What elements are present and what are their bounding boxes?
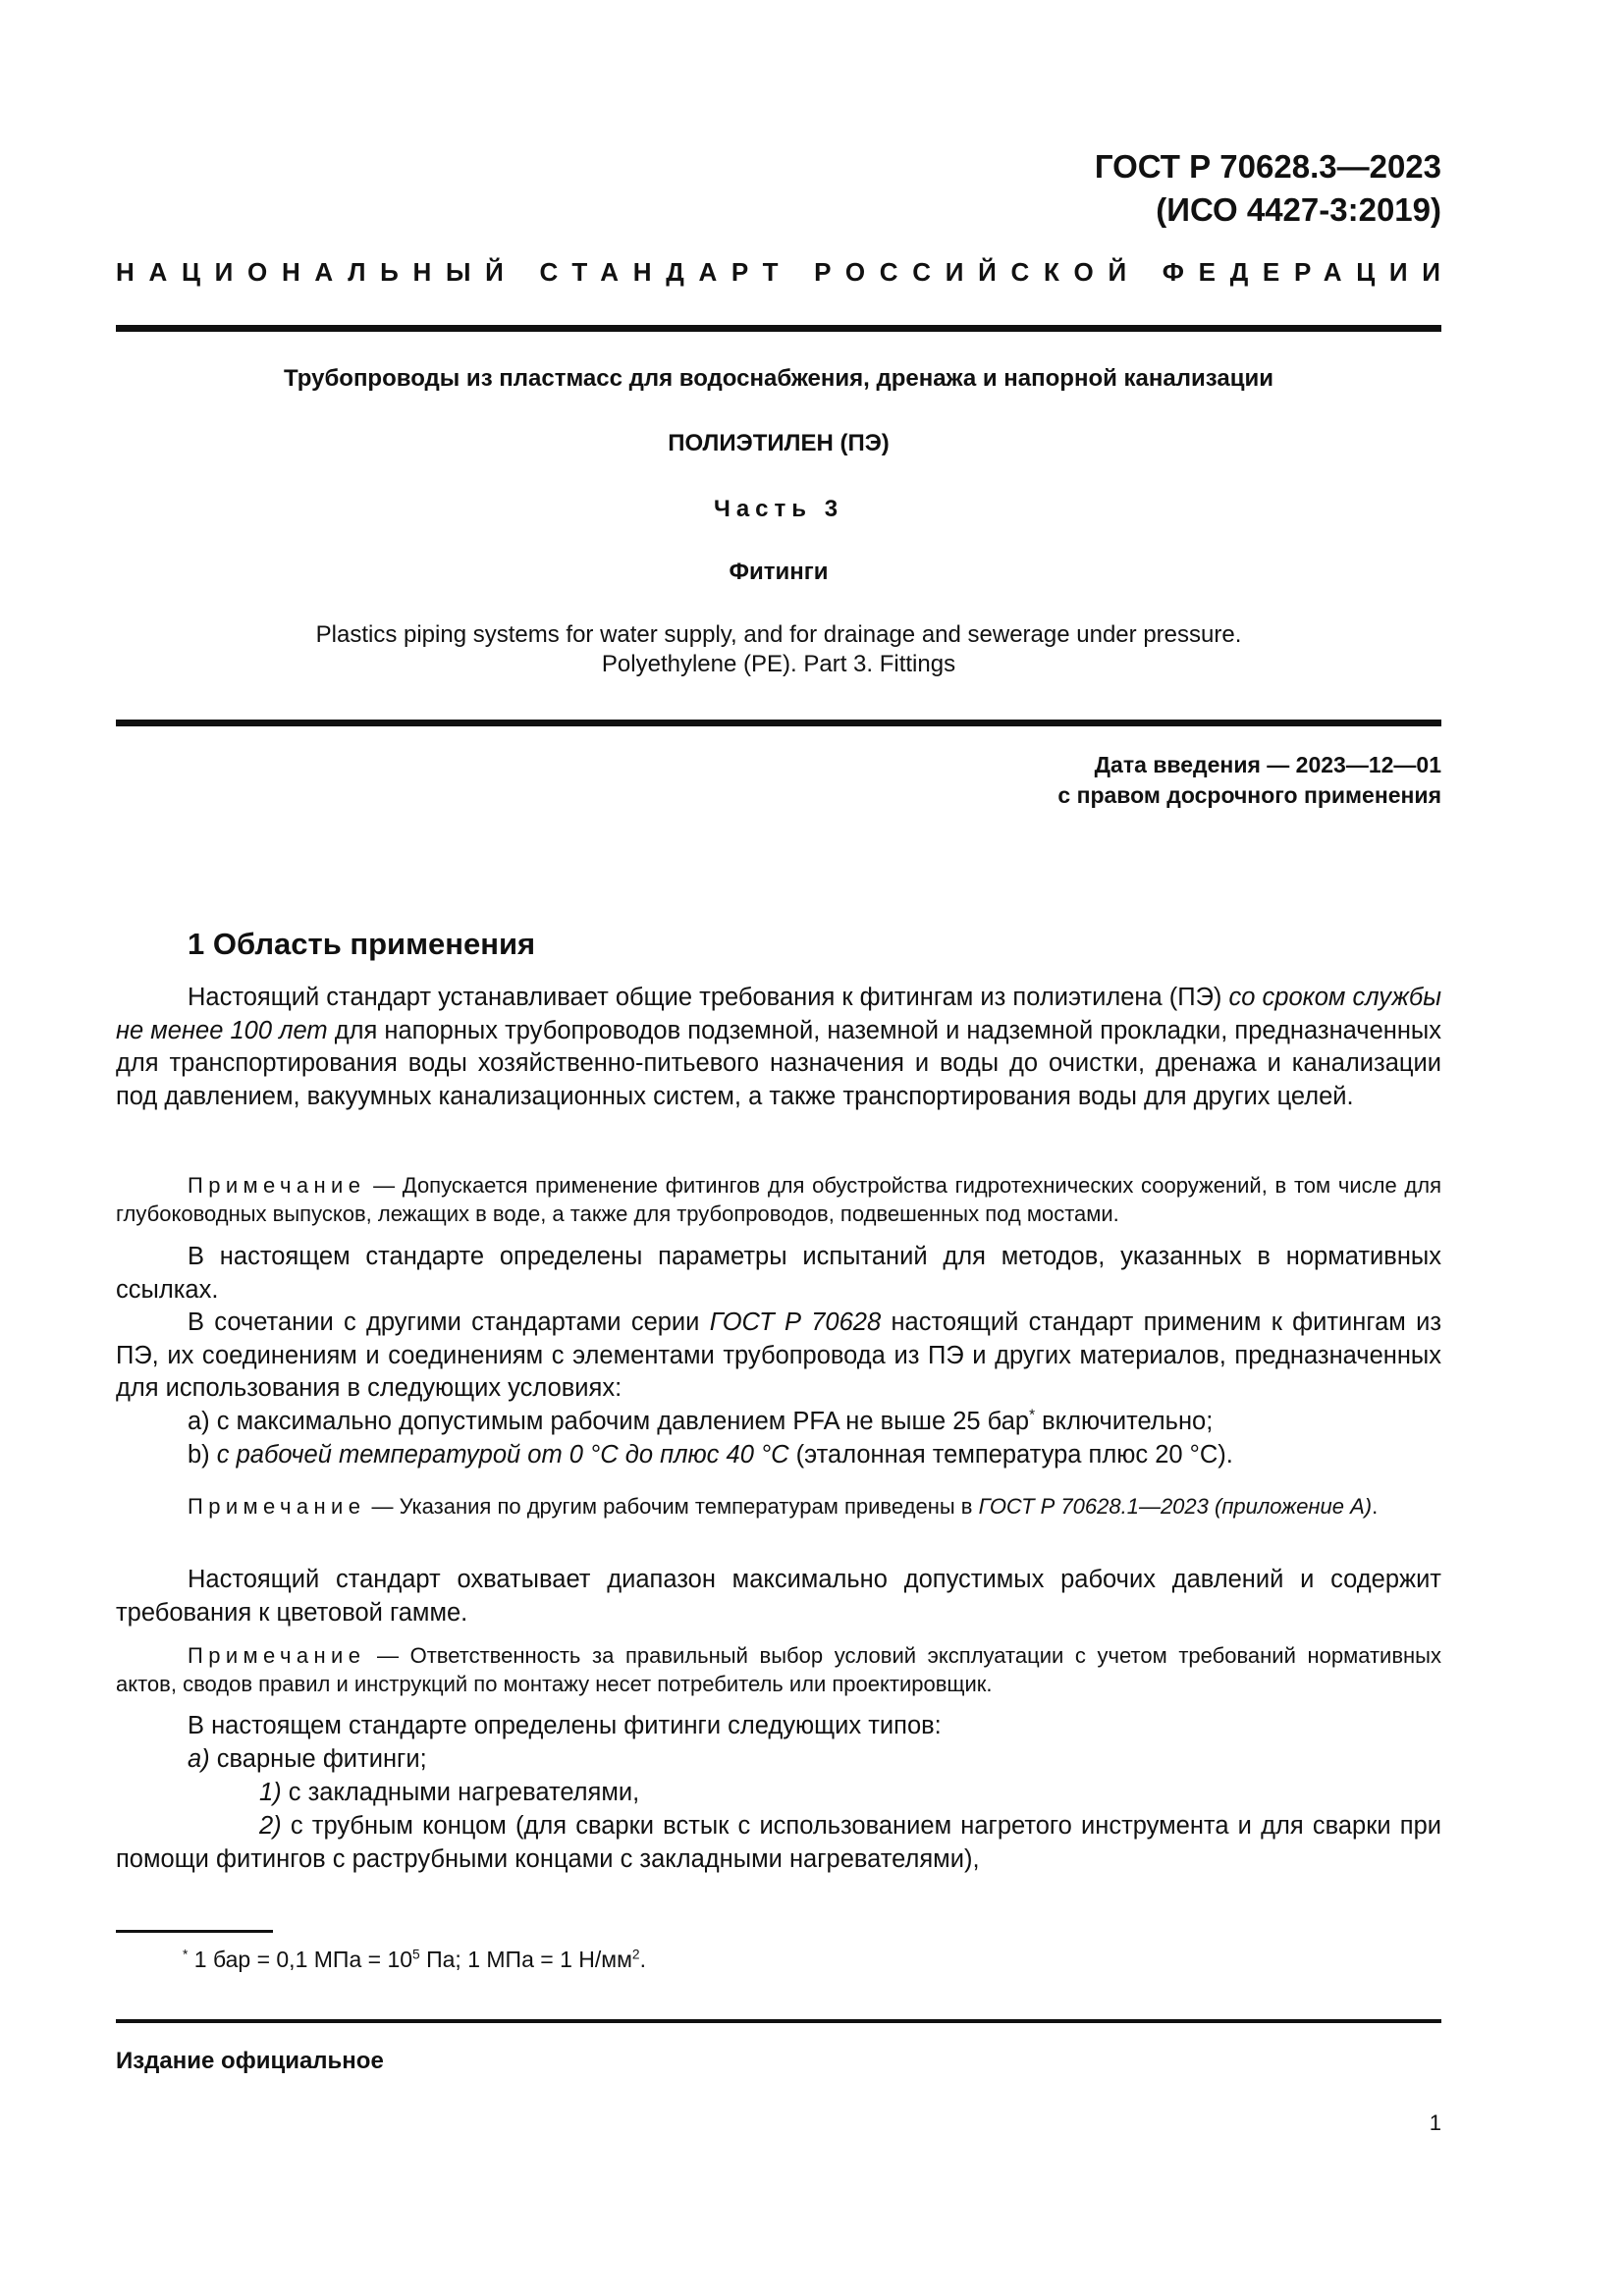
note-1: Примечание — Допускается применение фитингов для обустройства гидротехнических сооружений, в том числе для глубоководных выпусков, лежащих в воде, а также для трубопроводов, подвешенных под мостами. — [116, 1173, 1441, 1226]
standard-title: Трубопроводы из пластмасс для водоснабжения, дренажа и напорной канализации — [284, 365, 1273, 392]
official-edition: Издание официальное — [116, 2048, 384, 2074]
scope-paragraph-3: В сочетании с другими стандартами серии ГОСТ Р 70628 настоящий стандарт применим к фитингам из ПЭ, их соединениям и соединениям с элементами трубопровода из ПЭ и других материалов, предназначенных для использования в следующих условиях: — [116, 1308, 1442, 1402]
national-standard-heading: НАЦИОНАЛЬНЫЙ СТАНДАРТ РОССИЙСКОЙ ФЕДЕРАЦИИ — [116, 257, 1455, 287]
scope-paragraph-5: В настоящем стандарте определены фитинги следующих типов: — [188, 1712, 942, 1739]
scope-paragraph-2: В настоящем стандарте определены параметры испытаний для методов, указанных в нормативных ссылках. — [116, 1243, 1441, 1304]
condition-item-b: b) с рабочей температурой от 0 °C до плюс 40 °C (эталонная температура плюс 20 °C). — [188, 1441, 1233, 1468]
title-rule — [116, 720, 1441, 726]
document-number: ГОСТ Р 70628.3—2023 — [1094, 148, 1441, 185]
introduction-date-block — [1057, 750, 1441, 811]
english-title-line-1: Plastics piping systems for water supply, and for drainage and sewerage under pressure. — [315, 621, 1242, 648]
fitting-type-a: а) сварные фитинги; — [188, 1745, 427, 1773]
note-2: Примечание — Указания по другим рабочим температурам приведены в ГОСТ Р 70628.1—2023 (приложение А). — [188, 1494, 1379, 1519]
english-title-line-2: Polyethylene (PE). Part 3. Fittings — [601, 651, 956, 677]
condition-item-a: а) с максимально допустимым рабочим давлением PFA не выше 25 бар* включительно; — [188, 1407, 1214, 1435]
footnote-rule — [116, 1930, 273, 1933]
section-title: 1 Область применения — [188, 927, 536, 961]
document-number-block — [1095, 145, 1441, 232]
english-title — [116, 620, 1441, 679]
standard-part: Часть 3 — [713, 496, 844, 522]
standard-subtitle: ПОЛИЭТИЛЕН (ПЭ) — [668, 430, 890, 456]
fitting-type-a2: 2) с трубным концом (для сварки встык с использованием нагретого инструмента и для сварки при помощи фитингов с раструбными концами с закладными нагревателями), — [116, 1812, 1441, 1873]
standard-part-title: Фитинги — [729, 559, 829, 585]
introduction-date: Дата введения — 2023—12—01 — [1094, 752, 1441, 777]
scope-paragraph-4: Настоящий стандарт охватывает диапазон максимально допустимых рабочих давлений и содержит требования к цветовой гамме. — [116, 1566, 1441, 1627]
note-3: Примечание — Ответственность за правильный выбор условий эксплуатации с учетом требований нормативных актов, сводов правил и инструкций по монтажу несет потребитель или проектировщик. — [116, 1643, 1441, 1696]
fitting-type-a1: 1) с закладными нагревателями, — [259, 1779, 640, 1806]
footnote: * 1 бар = 0,1 МПа = $10^5$ Па; 1 МПа = 1 $Н/мм^2$. — [183, 1947, 646, 1972]
footer-rule — [116, 2019, 1441, 2023]
early-application: с правом досрочного применения — [1057, 782, 1441, 808]
header-rule — [116, 325, 1441, 332]
page-number: 1 — [1429, 2110, 1441, 2135]
scope-paragraph-1: Настоящий стандарт устанавливает общие требования к фитингам из полиэтилена (ПЭ) со сроком службы не менее 100 лет для напорных трубопроводов подземной, наземной и надземной прокладки, предназначенных для транспортирования воды хозяйственно-питьевого назначения и воды до очистки, дренажа и канализации под давлением, вакуумных канализационных систем, а также транспортирования воды для других целей. — [116, 984, 1441, 1110]
document-page — [116, 0, 1455, 2296]
iso-reference: (ИСО 4427-3:2019) — [1156, 191, 1441, 228]
